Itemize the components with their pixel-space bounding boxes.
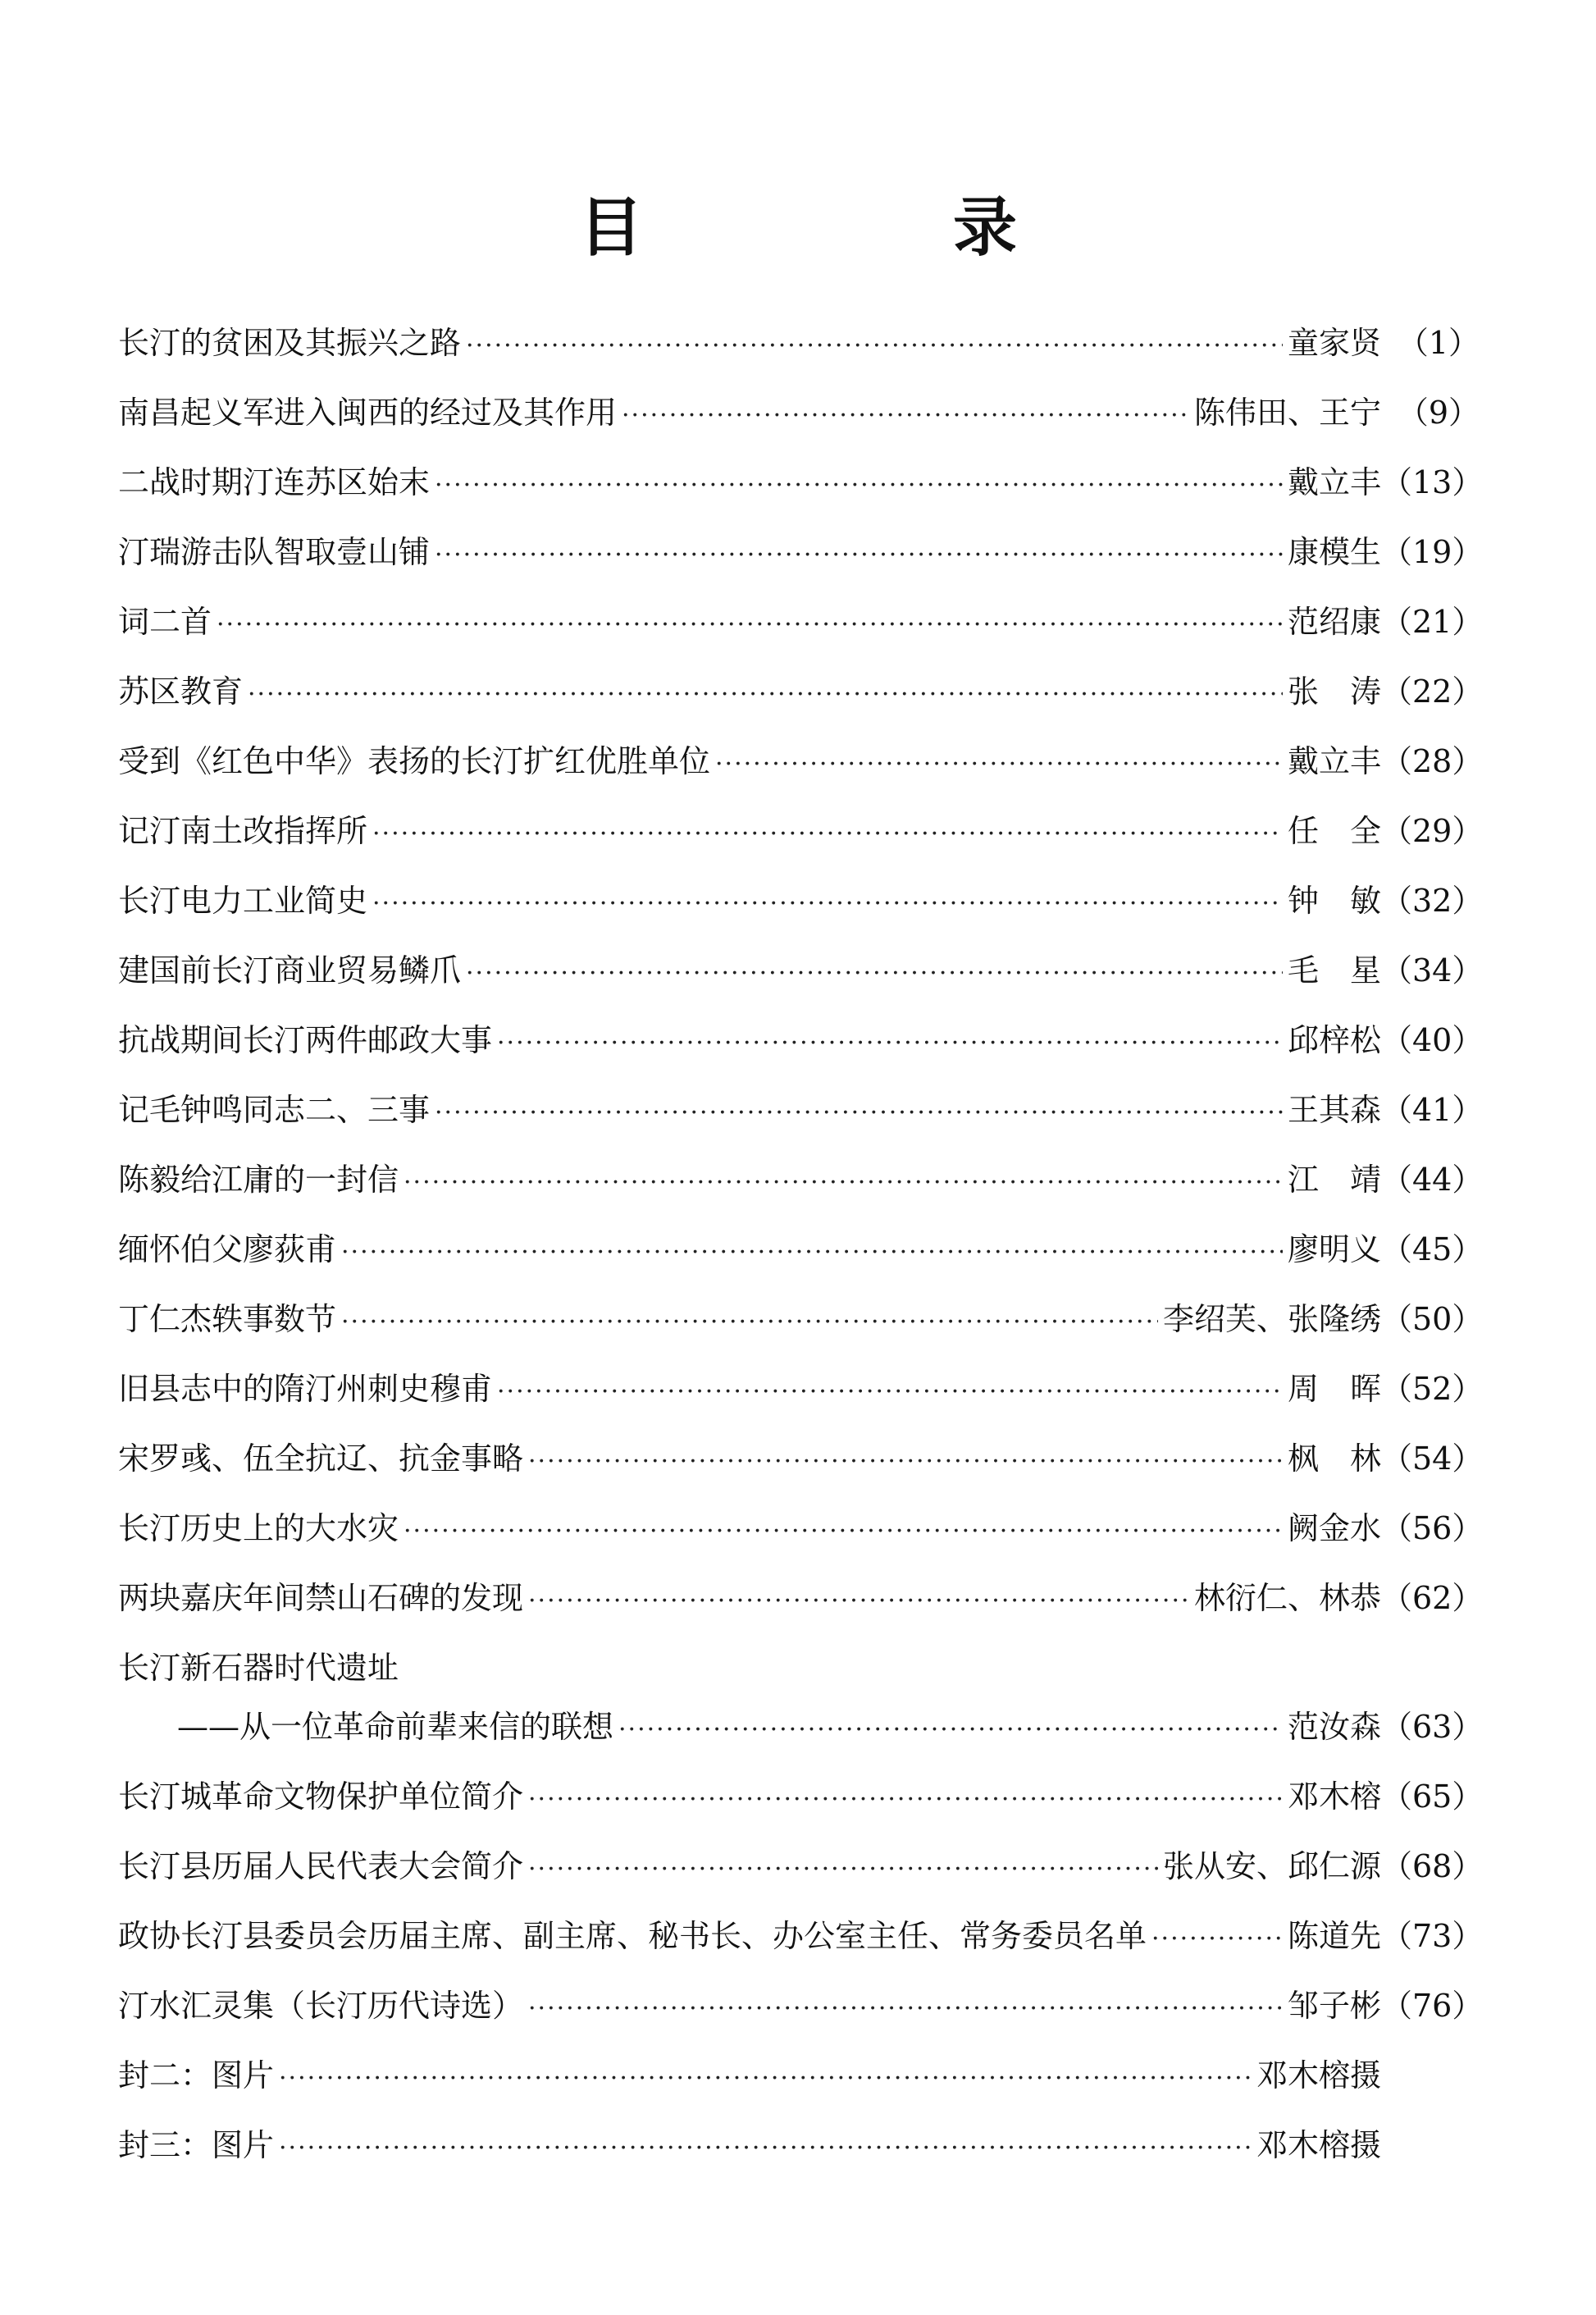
entry-page: （52）	[1381, 1371, 1484, 1407]
leader-dots	[341, 1217, 1283, 1287]
entry-page: （1）	[1397, 325, 1480, 361]
leader-dots	[466, 311, 1283, 381]
toc-entry[interactable]	[118, 727, 1484, 797]
entry-author: 邹子彬	[1287, 1988, 1381, 2024]
toc-entry[interactable]	[118, 1075, 1484, 1145]
entry-author: 毛 星	[1287, 952, 1381, 989]
leader-dots	[618, 1695, 1283, 1765]
entry-page: （62）	[1381, 1580, 1484, 1616]
leader-dots	[466, 938, 1283, 1008]
entry-title: 长汀新石器时代遗址	[118, 1650, 399, 1686]
leader-dots	[528, 1765, 1283, 1834]
toc-entry[interactable]	[118, 1424, 1484, 1494]
entry-author: 范汝森	[1287, 1709, 1381, 1745]
leader-dots	[497, 1357, 1283, 1427]
toc-entry[interactable]	[118, 1145, 1484, 1215]
entry-title: 记汀南土改指挥所	[118, 813, 368, 849]
leader-dots	[435, 520, 1283, 590]
toc-entry[interactable]	[118, 1285, 1484, 1354]
entry-page: （28）	[1381, 743, 1484, 779]
cover-credit: 邓木榕摄	[1256, 2127, 1381, 2163]
cover-title: 封三：图片	[118, 2127, 275, 2163]
toc-entry[interactable]	[118, 866, 1484, 936]
entry-title: 汀瑞游击队智取壹山铺	[118, 534, 431, 570]
entry-title: 政协长汀县委员会历届主席、副主席、秘书长、办公室主任、常务委员名单	[118, 1918, 1147, 1954]
entry-page: （50）	[1381, 1301, 1484, 1337]
toc-entry[interactable]	[118, 448, 1484, 518]
leader-dots	[435, 1078, 1283, 1148]
leader-dots	[497, 1008, 1283, 1078]
toc-entry[interactable]	[118, 587, 1484, 657]
entry-author: 陈伟田、王宁	[1193, 395, 1381, 431]
entry-author: 张从安、邱仁源	[1162, 1848, 1381, 1884]
entry-author: 钟 敏	[1287, 883, 1381, 919]
entry-title: 汀水汇灵集（长汀历代诗选）	[118, 1988, 524, 2024]
entry-page: （54）	[1381, 1441, 1484, 1477]
entry-title: 记毛钟鸣同志二、三事	[118, 1092, 431, 1128]
leader-dots	[404, 1148, 1283, 1217]
toc-entry-heading[interactable]	[118, 1633, 1480, 1692]
leader-dots	[528, 1566, 1189, 1636]
entry-title: 陈毅给江庸的一封信	[118, 1162, 399, 1198]
entry-page: （44）	[1381, 1162, 1484, 1198]
toc-entry[interactable]	[118, 1006, 1484, 1075]
entry-title: 受到《红色中华》表扬的长汀扩红优胜单位	[118, 743, 711, 779]
leader-dots	[528, 1974, 1283, 2043]
entry-author: 康模生	[1287, 534, 1381, 570]
entry-author: 林衍仁、林恭	[1193, 1580, 1381, 1616]
toc-entry-subtitle[interactable]	[118, 1692, 1484, 1762]
entry-page: （13）	[1381, 464, 1484, 500]
entry-author: 廖明义	[1287, 1231, 1381, 1267]
entry-page: （41）	[1381, 1092, 1484, 1128]
entry-page: （56）	[1381, 1510, 1484, 1546]
entry-title: 词二首	[118, 604, 212, 640]
entry-title: 苏区教育	[118, 673, 244, 710]
cover-title: 封二：图片	[118, 2057, 275, 2094]
entry-page: （9）	[1397, 395, 1480, 431]
cover-credit: 邓木榕摄	[1256, 2057, 1381, 2094]
toc-entry[interactable]	[118, 1494, 1484, 1564]
entry-page: （40）	[1381, 1022, 1484, 1058]
leader-dots	[528, 1834, 1158, 1904]
entry-page: （22）	[1381, 673, 1484, 710]
leader-dots	[341, 1287, 1158, 1357]
leader-dots	[248, 660, 1283, 729]
entry-page: （19）	[1381, 534, 1484, 570]
entry-author: 范绍康	[1287, 604, 1381, 640]
toc-entry[interactable]	[118, 1762, 1484, 1832]
leader-dots	[404, 1496, 1283, 1566]
leader-dots	[435, 450, 1283, 520]
entry-title: 长汀城革命文物保护单位简介	[118, 1778, 524, 1815]
entry-title: 宋罗彧、伍全抗辽、抗金事略	[118, 1441, 524, 1477]
entry-title: 缅怀伯父廖荻甫	[118, 1231, 337, 1267]
entry-title: 长汀县历届人民代表大会简介	[118, 1848, 524, 1884]
leader-dots	[715, 729, 1283, 799]
entry-page: （45）	[1381, 1231, 1484, 1267]
leader-dots	[372, 869, 1283, 938]
entry-author: 江 靖	[1287, 1162, 1381, 1198]
toc-entry[interactable]	[118, 936, 1484, 1006]
entry-title: 二战时期汀连苏区始末	[118, 464, 431, 500]
leader-dots	[217, 590, 1283, 660]
page-title: 目 录	[578, 191, 1140, 265]
entry-page: （32）	[1381, 883, 1484, 919]
toc-entry[interactable]	[118, 1902, 1484, 1971]
toc-entry[interactable]	[118, 518, 1484, 587]
entry-title: 长汀历史上的大水灾	[118, 1510, 399, 1546]
entry-author: 童家贤	[1287, 325, 1381, 361]
entry-page: （21）	[1381, 604, 1484, 640]
toc-entry[interactable]	[118, 1832, 1484, 1902]
leader-dots	[279, 2113, 1252, 2183]
entry-author: 王其森	[1287, 1092, 1381, 1128]
toc-cover-entry[interactable]	[118, 2111, 1480, 2180]
entry-author: 戴立丰	[1287, 464, 1381, 500]
entry-title: 抗战期间长汀两件邮政大事	[118, 1022, 493, 1058]
entry-page: （65）	[1381, 1778, 1484, 1815]
toc-entry[interactable]	[118, 797, 1484, 866]
leader-dots	[622, 381, 1189, 450]
entry-page: （73）	[1381, 1918, 1484, 1954]
entry-author: 枫 林	[1287, 1441, 1381, 1477]
entry-author: 陈道先	[1287, 1918, 1381, 1954]
entry-title: 建国前长汀商业贸易鳞爪	[118, 952, 462, 989]
entry-title: 长汀电力工业简史	[118, 883, 368, 919]
entry-title: 长汀的贫困及其振兴之路	[118, 325, 462, 361]
toc-entry[interactable]	[118, 1564, 1484, 1633]
toc-entry[interactable]	[118, 1971, 1484, 2041]
entry-page: （29）	[1381, 813, 1484, 849]
entry-page: （68）	[1381, 1848, 1484, 1884]
toc-entry[interactable]	[118, 378, 1480, 448]
table-of-contents	[118, 308, 1484, 2180]
toc-entry[interactable]	[118, 1354, 1484, 1424]
entry-subtitle: ——从一位革命前辈来信的联想	[177, 1709, 614, 1745]
toc-entry[interactable]	[118, 308, 1480, 378]
entry-page: （34）	[1381, 952, 1484, 989]
entry-author: 邓木榕	[1287, 1778, 1381, 1815]
entry-author: 邱梓松	[1287, 1022, 1381, 1058]
entry-title: 丁仁杰轶事数节	[118, 1301, 337, 1337]
entry-author: 阙金水	[1287, 1510, 1381, 1546]
entry-page: （76）	[1381, 1988, 1484, 2024]
leader-dots	[528, 1427, 1283, 1496]
entry-author: 周 晖	[1287, 1371, 1381, 1407]
entry-author: 任 全	[1287, 813, 1381, 849]
entry-author: 李绍芙、张隆绣	[1162, 1301, 1381, 1337]
entry-title: 南昌起义军进入闽西的经过及其作用	[118, 395, 618, 431]
entry-page: （63）	[1381, 1709, 1484, 1745]
leader-dots	[279, 2043, 1252, 2113]
leader-dots	[372, 799, 1283, 869]
toc-entry[interactable]	[118, 657, 1484, 727]
toc-entry[interactable]	[118, 1215, 1484, 1285]
entry-title: 两块嘉庆年间禁山石碑的发现	[118, 1580, 524, 1616]
entry-author: 戴立丰	[1287, 743, 1381, 779]
entry-author: 张 涛	[1287, 673, 1381, 710]
toc-cover-entry[interactable]	[118, 2041, 1480, 2111]
leader-dots	[1151, 1904, 1283, 1974]
entry-title: 旧县志中的隋汀州刺史穆甫	[118, 1371, 493, 1407]
